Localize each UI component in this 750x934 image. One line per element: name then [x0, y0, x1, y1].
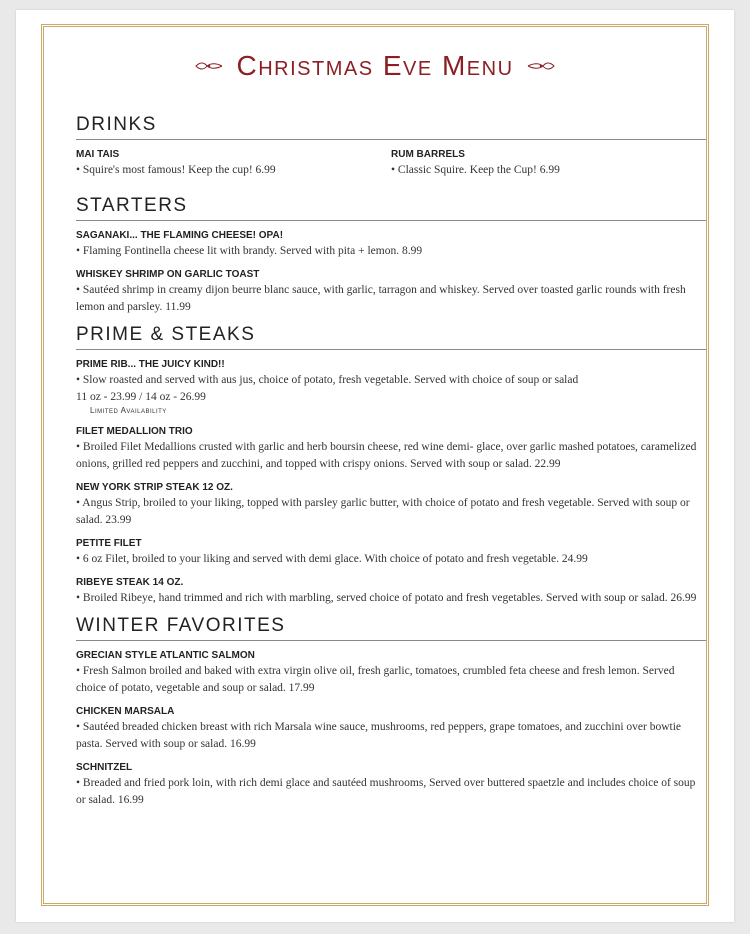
item-description: • Sautéed shrimp in creamy dijon beurre blanc sauce, with garlic, tarragon and whiskey. Served over toasted garlic rounds with fresh lemon and parsley. 11.99 — [76, 284, 686, 313]
item-name: WHISKEY SHRIMP ON GARLIC TOAST — [76, 269, 260, 280]
item-name: PETITE FILET — [76, 538, 142, 549]
item-description: • Sautéed breaded chicken breast with rich Marsala wine sauce, mushrooms, red peppers, grape tomatoes, and zucchini over bowtie pasta. Served with soup or salad. 16.99 — [76, 721, 682, 750]
section-title: DRINKS — [76, 114, 706, 140]
item-name: CHICKEN MARSALA — [76, 706, 175, 717]
item-name: PRIME RIB... THE JUICY KIND!! — [76, 359, 225, 370]
item-description: • Broiled Filet Medallions crusted with garlic and herb boursin cheese, red wine demi- glace, over garlic mashed potatoes, caramelized onions, grilled red peppers and zucchini, and topped with crispy onions. Served with soup or salad. 22.99 — [76, 441, 697, 470]
menu-title: Christmas Eve Menu — [236, 50, 514, 81]
availability-note: Limited Availability — [90, 406, 167, 415]
flourish-icon — [526, 61, 556, 71]
section-winter-favorites — [76, 615, 706, 809]
item-name: SCHNITZEL — [76, 762, 133, 773]
menu-item — [76, 425, 706, 473]
item-description: • Breaded and fried pork loin, with rich demi glace and sautéed mushrooms, Served over buttered spaetzle and includes choice of soup or salad. 16.99 — [76, 777, 696, 806]
item-name: GRECIAN STYLE ATLANTIC SALMON — [76, 650, 255, 661]
menu-item — [76, 576, 706, 607]
menu-item — [76, 148, 391, 179]
menu-item — [76, 761, 706, 809]
item-description: • Slow roasted and served with aus jus, choice of potato, fresh vegetable. Served with choice of soup or salad — [76, 374, 579, 386]
item-name: FILET MEDALLION TRIO — [76, 426, 193, 437]
item-name: NEW YORK STRIP STEAK 12 OZ. — [76, 482, 233, 493]
menu-item — [76, 229, 706, 260]
section-prime-steaks — [76, 324, 706, 607]
item-description: • 6 oz Filet, broiled to your liking and served with demi glace. With choice of potato and fresh vegetable. 24.99 — [76, 553, 588, 565]
section-title: PRIME & STEAKS — [76, 324, 706, 350]
item-name: RUM BARRELS — [391, 149, 465, 160]
section-title: STARTERS — [76, 195, 706, 221]
item-name: SAGANAKI... THE FLAMING CHEESE! OPA! — [76, 230, 284, 241]
menu-item — [76, 649, 706, 697]
menu-item — [76, 481, 706, 529]
menu-header — [16, 50, 734, 82]
item-description: • Classic Squire. Keep the Cup! 6.99 — [391, 164, 560, 176]
section-title: WINTER FAVORITES — [76, 615, 706, 641]
section-drinks — [76, 114, 706, 187]
section-starters — [76, 195, 706, 316]
item-name: MAI TAIS — [76, 149, 120, 160]
menu-item — [76, 537, 706, 568]
item-name: RIBEYE STEAK 14 OZ. — [76, 577, 184, 588]
item-description: • Angus Strip, broiled to your liking, topped with parsley garlic butter, with choice of potato and fresh vegetable. Served with soup or salad. 23.99 — [76, 497, 690, 526]
menu-item — [76, 358, 706, 417]
menu-item — [76, 705, 706, 753]
item-description: • Squire's most famous! Keep the cup! 6.99 — [76, 164, 276, 176]
menu-item — [76, 268, 706, 316]
item-description: • Fresh Salmon broiled and baked with extra virgin olive oil, fresh garlic, tomatoes, crumbled feta cheese and fresh lemon. Served choice of potato, vegetable and soup or salad. 17.99 — [76, 665, 675, 694]
item-description: • Broiled Ribeye, hand trimmed and rich with marbling, served choice of potato and fresh vegetables. Served with soup or salad. 26.99 — [76, 592, 697, 604]
item-prices: 11 oz - 23.99 / 14 oz - 26.99 — [76, 391, 206, 403]
flourish-icon — [194, 61, 224, 71]
menu-content — [76, 114, 706, 817]
menu-page — [16, 10, 734, 922]
menu-item — [391, 148, 706, 179]
item-description: • Flaming Fontinella cheese lit with brandy. Served with pita + lemon. 8.99 — [76, 245, 423, 257]
